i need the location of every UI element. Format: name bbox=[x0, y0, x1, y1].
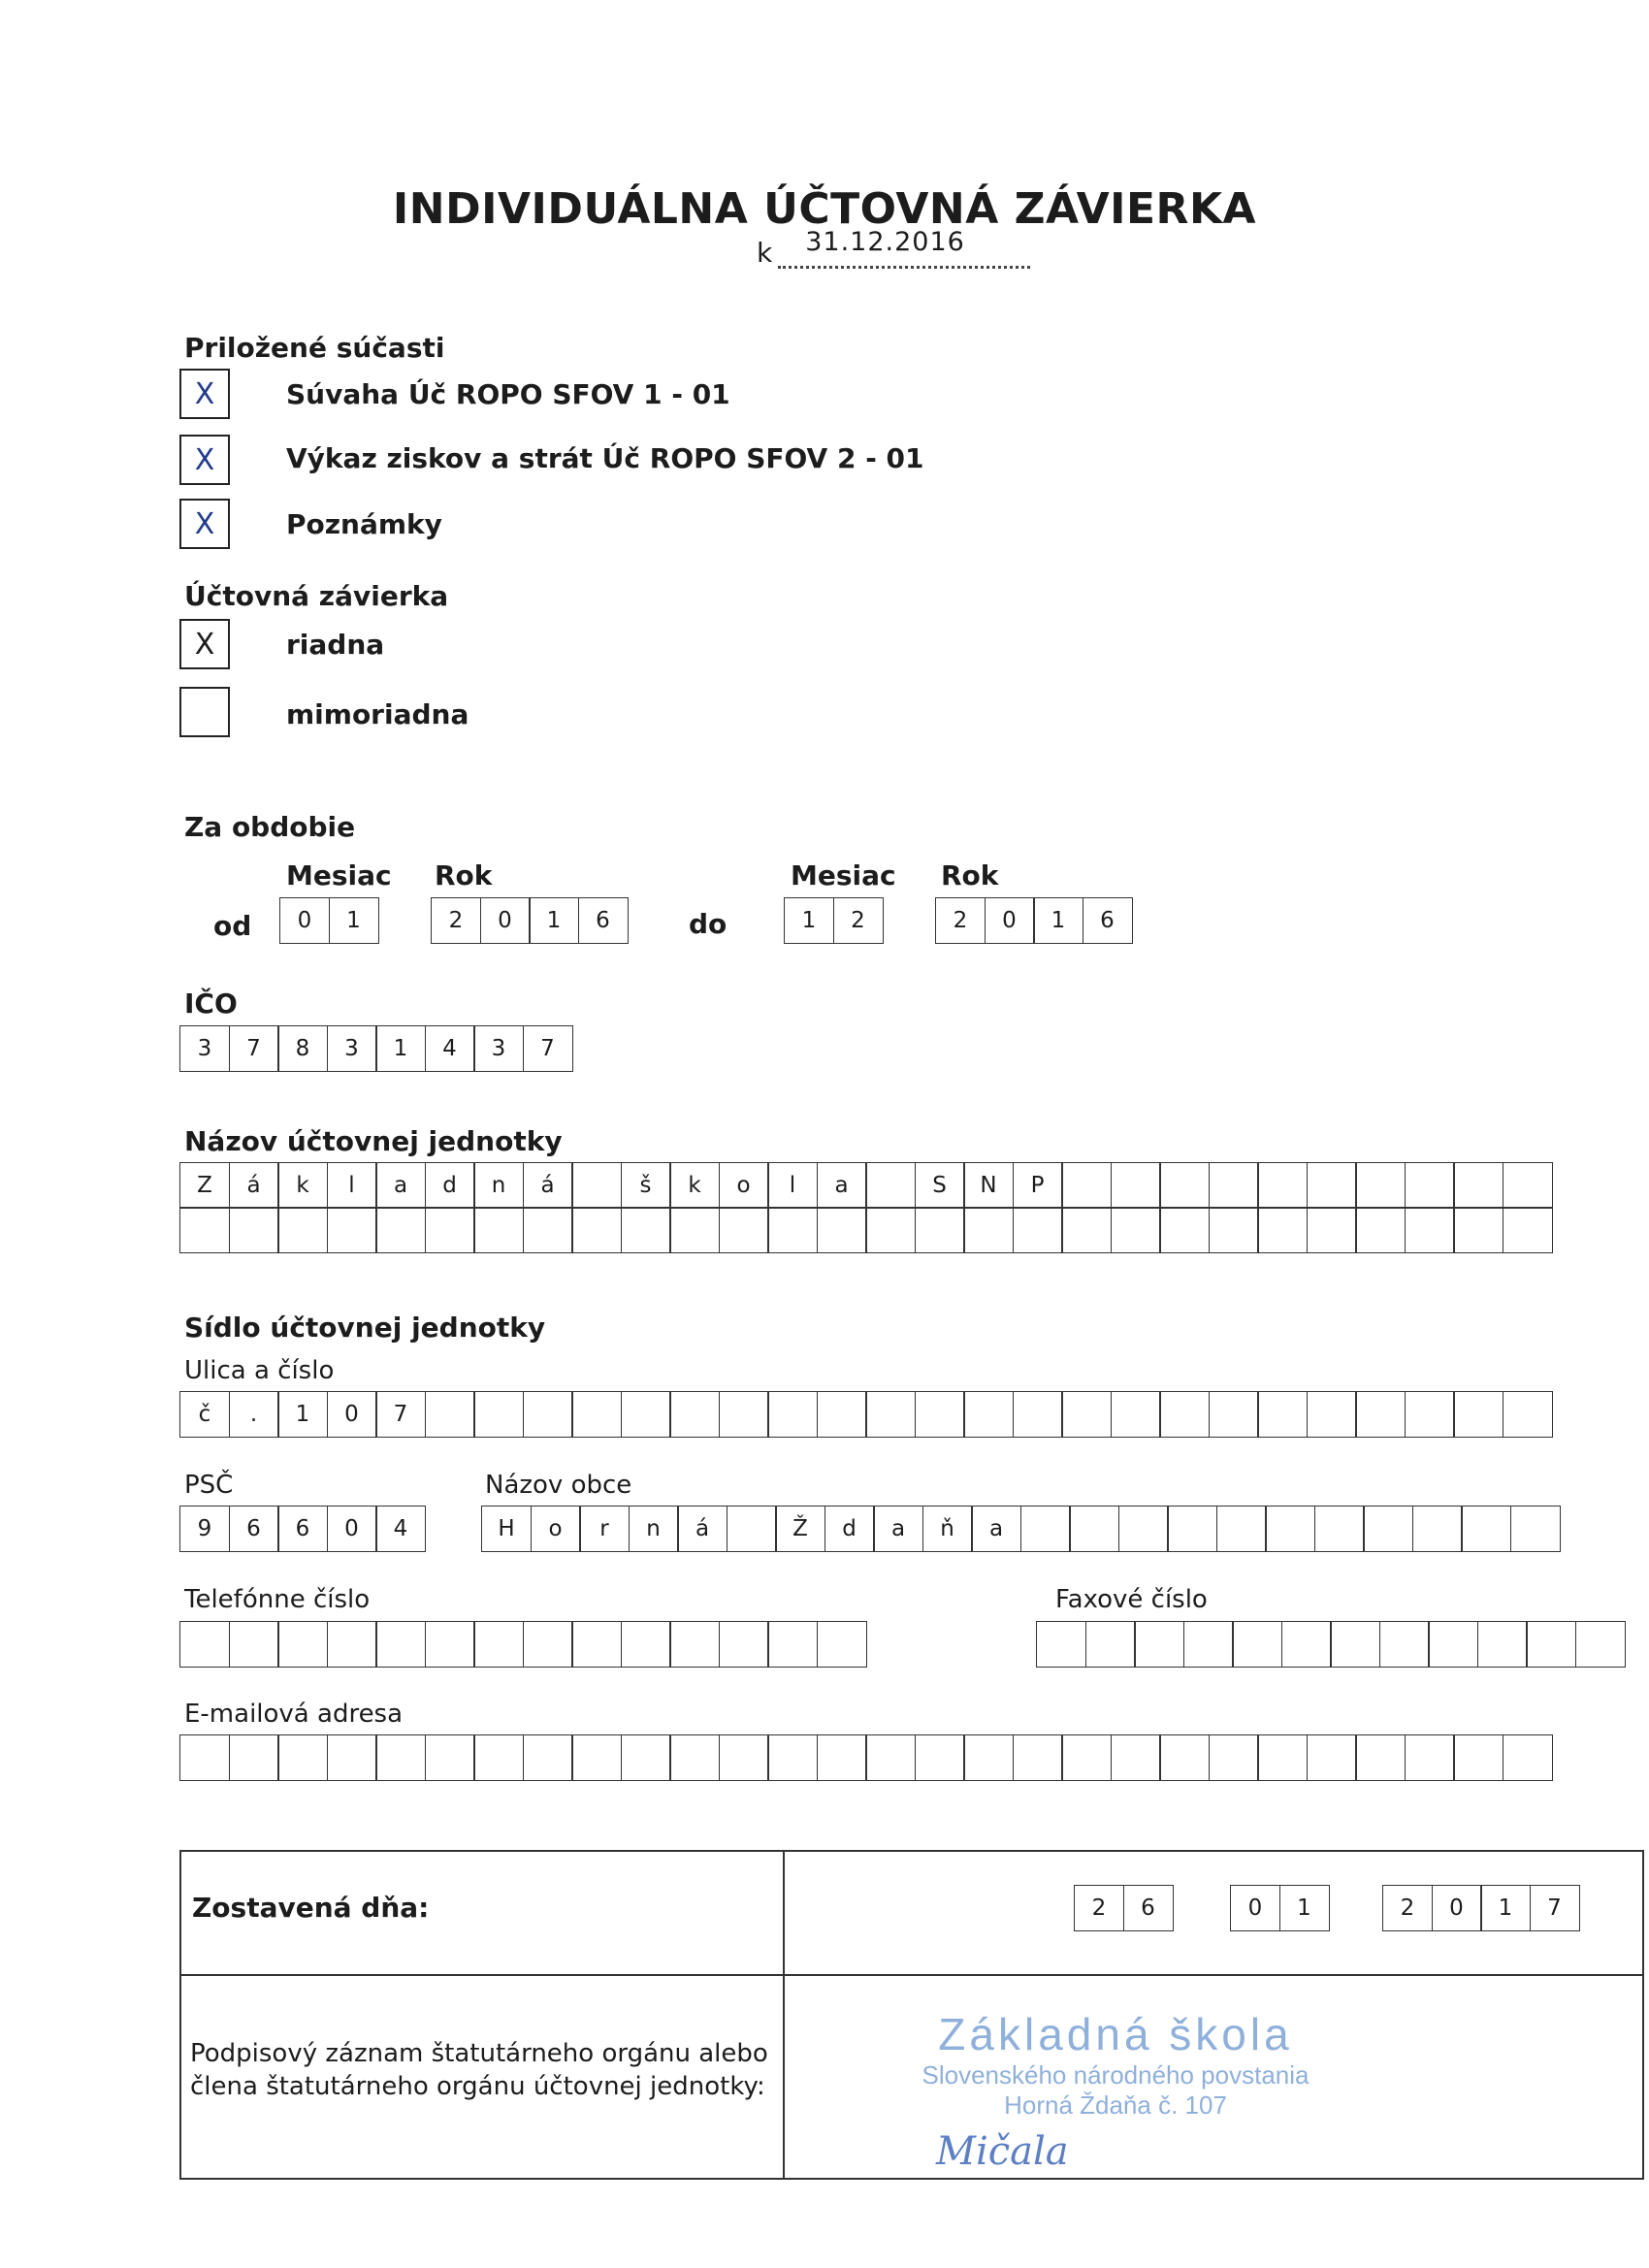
email-label: E-mailová adresa bbox=[184, 1700, 404, 1729]
char-cell bbox=[571, 1207, 622, 1253]
char-cell bbox=[1355, 1162, 1406, 1209]
char-cell: 1 bbox=[784, 897, 834, 944]
char-cell bbox=[277, 1207, 328, 1253]
char-cell bbox=[767, 1621, 818, 1668]
char-cell bbox=[1307, 1162, 1357, 1209]
char-cell bbox=[963, 1207, 1014, 1253]
frame-vertical-divider bbox=[783, 1850, 785, 2180]
from-month-label: Mesiac bbox=[286, 859, 392, 891]
char-cell: 4 bbox=[375, 1506, 426, 1552]
char-cell bbox=[1061, 1207, 1112, 1253]
from-year-field[interactable] bbox=[431, 897, 629, 944]
char-cell bbox=[719, 1621, 769, 1668]
char-cell bbox=[1013, 1734, 1063, 1781]
char-cell bbox=[915, 1207, 965, 1253]
char-cell bbox=[425, 1621, 475, 1668]
char-cell bbox=[621, 1391, 671, 1438]
char-cell bbox=[473, 1391, 524, 1438]
stamp-line-2: Slovenského národného povstania bbox=[922, 2060, 1310, 2090]
char-cell bbox=[523, 1391, 573, 1438]
closing-type-checkbox-regular[interactable] bbox=[179, 619, 230, 669]
document-title: INDIVIDUÁLNA ÚČTOVNÁ ZÁVIERKA bbox=[392, 184, 1257, 234]
seat-label: Sídlo účtovnej jednotky bbox=[184, 1312, 546, 1344]
char-cell: 3 bbox=[327, 1025, 377, 1072]
compiled-month-field[interactable] bbox=[1230, 1885, 1330, 1931]
char-cell bbox=[719, 1207, 769, 1253]
char-cell: k bbox=[669, 1162, 720, 1209]
char-cell: k bbox=[277, 1162, 328, 1209]
char-cell: d bbox=[425, 1162, 475, 1209]
to-year-label: Rok bbox=[941, 859, 999, 891]
date-value: 31.12.2016 bbox=[805, 227, 965, 257]
char-cell bbox=[229, 1207, 279, 1253]
char-cell bbox=[1111, 1734, 1161, 1781]
char-cell: 0 bbox=[985, 897, 1035, 944]
char-cell: š bbox=[621, 1162, 671, 1209]
closing-type-heading: Účtovná závierka bbox=[184, 580, 449, 612]
date-field[interactable] bbox=[778, 227, 1030, 269]
stamp-line-3: Horná Ždaňa č. 107 bbox=[1004, 2090, 1227, 2120]
char-cell bbox=[1134, 1621, 1184, 1668]
char-cell bbox=[1209, 1162, 1259, 1209]
char-cell: n bbox=[629, 1506, 679, 1552]
char-cell: 2 bbox=[1074, 1885, 1124, 1931]
char-cell: d bbox=[824, 1506, 875, 1552]
phone-label: Telefónne číslo bbox=[184, 1585, 371, 1614]
char-cell bbox=[1209, 1391, 1259, 1438]
char-cell bbox=[915, 1391, 965, 1438]
signature-label-line-1: Podpisový záznam štatutárneho orgánu alebo bbox=[190, 2039, 768, 2068]
char-cell: č bbox=[179, 1391, 230, 1438]
attachment-checkbox-profit-loss[interactable] bbox=[179, 435, 230, 485]
attachment-checkbox-notes[interactable] bbox=[179, 499, 230, 549]
frame-horizontal-divider bbox=[179, 1974, 1644, 1976]
char-cell: 7 bbox=[1530, 1885, 1580, 1931]
char-cell bbox=[1405, 1734, 1455, 1781]
char-cell bbox=[621, 1734, 671, 1781]
char-cell: o bbox=[719, 1162, 769, 1209]
closing-type-checkbox-extraordinary[interactable] bbox=[179, 687, 230, 737]
char-cell bbox=[1405, 1207, 1455, 1253]
char-cell bbox=[1405, 1162, 1455, 1209]
char-cell bbox=[865, 1207, 916, 1253]
fax-field[interactable] bbox=[1036, 1621, 1626, 1668]
from-label: od bbox=[213, 910, 252, 942]
char-cell bbox=[1183, 1621, 1234, 1668]
stamp-line-1: Základná škola bbox=[938, 2009, 1293, 2059]
attachments-heading: Priložené súčasti bbox=[184, 332, 445, 364]
email-field[interactable] bbox=[179, 1734, 1553, 1781]
ico-label: IČO bbox=[184, 988, 238, 1020]
char-cell: 2 bbox=[431, 897, 481, 944]
char-cell bbox=[865, 1391, 916, 1438]
to-label: do bbox=[689, 908, 728, 940]
char-cell: 6 bbox=[277, 1506, 328, 1552]
char-cell: n bbox=[473, 1162, 524, 1209]
char-cell bbox=[229, 1621, 279, 1668]
char-cell: 4 bbox=[425, 1025, 475, 1072]
char-cell: 0 bbox=[1432, 1885, 1482, 1931]
char-cell: a bbox=[971, 1506, 1021, 1552]
char-cell bbox=[719, 1391, 769, 1438]
char-cell bbox=[327, 1734, 377, 1781]
entity-name-row-1[interactable] bbox=[179, 1162, 1553, 1209]
char-cell: 2 bbox=[833, 897, 884, 944]
char-cell bbox=[375, 1207, 426, 1253]
char-cell bbox=[1503, 1391, 1553, 1438]
char-cell bbox=[1428, 1621, 1478, 1668]
char-cell bbox=[1461, 1506, 1511, 1552]
char-cell bbox=[1412, 1506, 1463, 1552]
school-stamp bbox=[854, 2008, 1377, 2121]
date-prefix: k bbox=[757, 237, 773, 269]
char-cell bbox=[1061, 1162, 1112, 1209]
char-cell bbox=[1216, 1506, 1267, 1552]
attachment-label-profit-loss: Výkaz ziskov a strát Úč ROPO SFOV 2 - 01 bbox=[286, 442, 924, 474]
attachment-label-notes: Poznámky bbox=[286, 508, 442, 540]
char-cell: 6 bbox=[229, 1506, 279, 1552]
char-cell bbox=[817, 1621, 867, 1668]
attachment-checkbox-balance-sheet[interactable] bbox=[179, 369, 230, 419]
char-cell bbox=[1526, 1621, 1576, 1668]
char-cell: a bbox=[873, 1506, 923, 1552]
char-cell bbox=[1111, 1162, 1161, 1209]
char-cell bbox=[1013, 1391, 1063, 1438]
char-cell: 6 bbox=[578, 897, 629, 944]
street-label: Ulica a číslo bbox=[184, 1356, 335, 1385]
check-mark: X bbox=[194, 506, 215, 541]
char-cell bbox=[1503, 1207, 1553, 1253]
char-cell bbox=[1167, 1506, 1217, 1552]
char-cell bbox=[229, 1734, 279, 1781]
char-cell: 0 bbox=[327, 1391, 377, 1438]
char-cell bbox=[1061, 1391, 1112, 1438]
char-cell bbox=[1159, 1391, 1210, 1438]
char-cell bbox=[727, 1506, 777, 1552]
char-cell bbox=[571, 1162, 622, 1209]
char-cell bbox=[375, 1734, 426, 1781]
char-cell: r bbox=[579, 1506, 630, 1552]
char-cell bbox=[1307, 1207, 1357, 1253]
zip-label: PSČ bbox=[184, 1471, 234, 1500]
char-cell: á bbox=[229, 1162, 279, 1209]
char-cell: H bbox=[481, 1506, 532, 1552]
char-cell bbox=[179, 1621, 230, 1668]
char-cell: o bbox=[531, 1506, 581, 1552]
char-cell bbox=[523, 1734, 573, 1781]
closing-type-label-regular: riadna bbox=[286, 629, 385, 661]
char-cell: 6 bbox=[1123, 1885, 1174, 1931]
char-cell bbox=[375, 1621, 426, 1668]
char-cell bbox=[1118, 1506, 1169, 1552]
zip-field[interactable] bbox=[179, 1506, 426, 1552]
char-cell bbox=[277, 1621, 328, 1668]
street-field[interactable] bbox=[179, 1391, 1553, 1438]
char-cell bbox=[621, 1207, 671, 1253]
char-cell bbox=[523, 1621, 573, 1668]
char-cell bbox=[1330, 1621, 1380, 1668]
char-cell: . bbox=[229, 1391, 279, 1438]
char-cell bbox=[817, 1734, 867, 1781]
char-cell bbox=[1257, 1162, 1308, 1209]
phone-field[interactable] bbox=[179, 1621, 867, 1668]
char-cell bbox=[669, 1621, 720, 1668]
attachment-label-balance-sheet: Súvaha Úč ROPO SFOV 1 - 01 bbox=[286, 378, 730, 410]
char-cell bbox=[1159, 1162, 1210, 1209]
char-cell: 1 bbox=[375, 1025, 426, 1072]
char-cell: l bbox=[767, 1162, 818, 1209]
to-year-field[interactable] bbox=[935, 897, 1133, 944]
char-cell bbox=[179, 1734, 230, 1781]
check-mark: X bbox=[194, 442, 215, 477]
char-cell bbox=[1355, 1391, 1406, 1438]
char-cell bbox=[669, 1734, 720, 1781]
char-cell bbox=[1477, 1621, 1528, 1668]
char-cell bbox=[571, 1734, 622, 1781]
char-cell bbox=[1232, 1621, 1282, 1668]
char-cell bbox=[473, 1207, 524, 1253]
char-cell bbox=[1453, 1207, 1504, 1253]
char-cell: 7 bbox=[375, 1391, 426, 1438]
char-cell bbox=[915, 1734, 965, 1781]
char-cell bbox=[1209, 1207, 1259, 1253]
char-cell bbox=[327, 1207, 377, 1253]
char-cell bbox=[1281, 1621, 1332, 1668]
char-cell bbox=[473, 1734, 524, 1781]
char-cell: 7 bbox=[523, 1025, 573, 1072]
check-mark: X bbox=[194, 627, 215, 662]
char-cell: á bbox=[677, 1506, 728, 1552]
char-cell: 2 bbox=[1382, 1885, 1433, 1931]
char-cell: 1 bbox=[529, 897, 579, 944]
entity-name-row-2[interactable] bbox=[179, 1207, 1553, 1253]
compiled-year-field[interactable] bbox=[1382, 1885, 1580, 1931]
char-cell bbox=[1453, 1734, 1504, 1781]
char-cell bbox=[1355, 1207, 1406, 1253]
char-cell: 1 bbox=[1480, 1885, 1531, 1931]
compiled-day-field[interactable] bbox=[1074, 1885, 1174, 1931]
compiled-label: Zostavená dňa: bbox=[192, 1892, 430, 1924]
signature-label-line-2: člena štatutárneho orgánu účtovnej jednotky: bbox=[190, 2072, 765, 2101]
char-cell: 7 bbox=[229, 1025, 279, 1072]
char-cell: 6 bbox=[1083, 897, 1133, 944]
char-cell: 0 bbox=[1230, 1885, 1280, 1931]
char-cell: P bbox=[1013, 1162, 1063, 1209]
char-cell bbox=[817, 1391, 867, 1438]
char-cell: 2 bbox=[935, 897, 986, 944]
char-cell: 1 bbox=[1279, 1885, 1330, 1931]
ico-field[interactable] bbox=[179, 1025, 573, 1072]
char-cell bbox=[425, 1734, 475, 1781]
char-cell bbox=[571, 1391, 622, 1438]
char-cell: a bbox=[375, 1162, 426, 1209]
char-cell bbox=[1111, 1207, 1161, 1253]
date-line bbox=[757, 227, 1030, 269]
char-cell bbox=[1111, 1391, 1161, 1438]
char-cell bbox=[1036, 1621, 1086, 1668]
char-cell bbox=[571, 1621, 622, 1668]
char-cell: 0 bbox=[327, 1506, 377, 1552]
char-cell bbox=[1257, 1391, 1308, 1438]
char-cell bbox=[1510, 1506, 1561, 1552]
char-cell bbox=[425, 1207, 475, 1253]
char-cell bbox=[327, 1621, 377, 1668]
city-label: Názov obce bbox=[485, 1471, 632, 1500]
char-cell bbox=[669, 1391, 720, 1438]
char-cell bbox=[179, 1207, 230, 1253]
char-cell bbox=[1307, 1391, 1357, 1438]
char-cell bbox=[1085, 1621, 1136, 1668]
char-cell bbox=[1453, 1162, 1504, 1209]
char-cell bbox=[1405, 1391, 1455, 1438]
char-cell bbox=[1355, 1734, 1406, 1781]
char-cell: Z bbox=[179, 1162, 230, 1209]
char-cell: N bbox=[963, 1162, 1014, 1209]
char-cell bbox=[1307, 1734, 1357, 1781]
check-mark: X bbox=[194, 376, 215, 411]
char-cell: 3 bbox=[473, 1025, 524, 1072]
char-cell bbox=[817, 1207, 867, 1253]
char-cell bbox=[963, 1391, 1014, 1438]
char-cell bbox=[1013, 1207, 1063, 1253]
char-cell bbox=[1061, 1734, 1112, 1781]
char-cell: 1 bbox=[1033, 897, 1083, 944]
char-cell bbox=[1159, 1207, 1210, 1253]
char-cell bbox=[865, 1162, 916, 1209]
char-cell bbox=[767, 1207, 818, 1253]
char-cell: 0 bbox=[279, 897, 330, 944]
char-cell bbox=[669, 1207, 720, 1253]
char-cell bbox=[523, 1207, 573, 1253]
char-cell bbox=[425, 1391, 475, 1438]
fax-label: Faxové číslo bbox=[1055, 1585, 1208, 1614]
to-month-label: Mesiac bbox=[791, 859, 896, 891]
char-cell bbox=[1314, 1506, 1365, 1552]
char-cell bbox=[1265, 1506, 1315, 1552]
char-cell bbox=[1209, 1734, 1259, 1781]
char-cell bbox=[1257, 1207, 1308, 1253]
char-cell bbox=[1503, 1162, 1553, 1209]
char-cell: ň bbox=[922, 1506, 973, 1552]
to-month-field[interactable] bbox=[784, 897, 884, 944]
char-cell: 0 bbox=[480, 897, 531, 944]
char-cell: a bbox=[817, 1162, 867, 1209]
char-cell: Ž bbox=[775, 1506, 825, 1552]
char-cell bbox=[767, 1734, 818, 1781]
handwritten-signature: Mičala bbox=[936, 2129, 1069, 2174]
char-cell: á bbox=[523, 1162, 573, 1209]
char-cell bbox=[621, 1621, 671, 1668]
char-cell: l bbox=[327, 1162, 377, 1209]
city-field[interactable] bbox=[481, 1506, 1561, 1552]
char-cell bbox=[277, 1734, 328, 1781]
char-cell bbox=[1257, 1734, 1308, 1781]
char-cell: 9 bbox=[179, 1506, 230, 1552]
signature-label bbox=[190, 2037, 768, 2103]
char-cell: 1 bbox=[329, 897, 379, 944]
period-heading: Za obdobie bbox=[184, 811, 356, 843]
char-cell: 8 bbox=[277, 1025, 328, 1072]
char-cell bbox=[719, 1734, 769, 1781]
char-cell: 3 bbox=[179, 1025, 230, 1072]
char-cell bbox=[473, 1621, 524, 1668]
char-cell bbox=[1159, 1734, 1210, 1781]
from-month-field[interactable] bbox=[279, 897, 379, 944]
char-cell bbox=[767, 1391, 818, 1438]
char-cell bbox=[1069, 1506, 1119, 1552]
closing-type-label-extraordinary: mimoriadna bbox=[286, 698, 469, 730]
char-cell bbox=[1453, 1391, 1504, 1438]
char-cell: S bbox=[915, 1162, 965, 1209]
from-year-label: Rok bbox=[435, 859, 493, 891]
char-cell bbox=[1575, 1621, 1626, 1668]
char-cell bbox=[1503, 1734, 1553, 1781]
char-cell: 1 bbox=[277, 1391, 328, 1438]
char-cell bbox=[1363, 1506, 1413, 1552]
char-cell bbox=[1379, 1621, 1430, 1668]
char-cell bbox=[865, 1734, 916, 1781]
char-cell bbox=[1020, 1506, 1071, 1552]
char-cell bbox=[963, 1734, 1014, 1781]
entity-name-label: Názov účtovnej jednotky bbox=[184, 1125, 563, 1157]
